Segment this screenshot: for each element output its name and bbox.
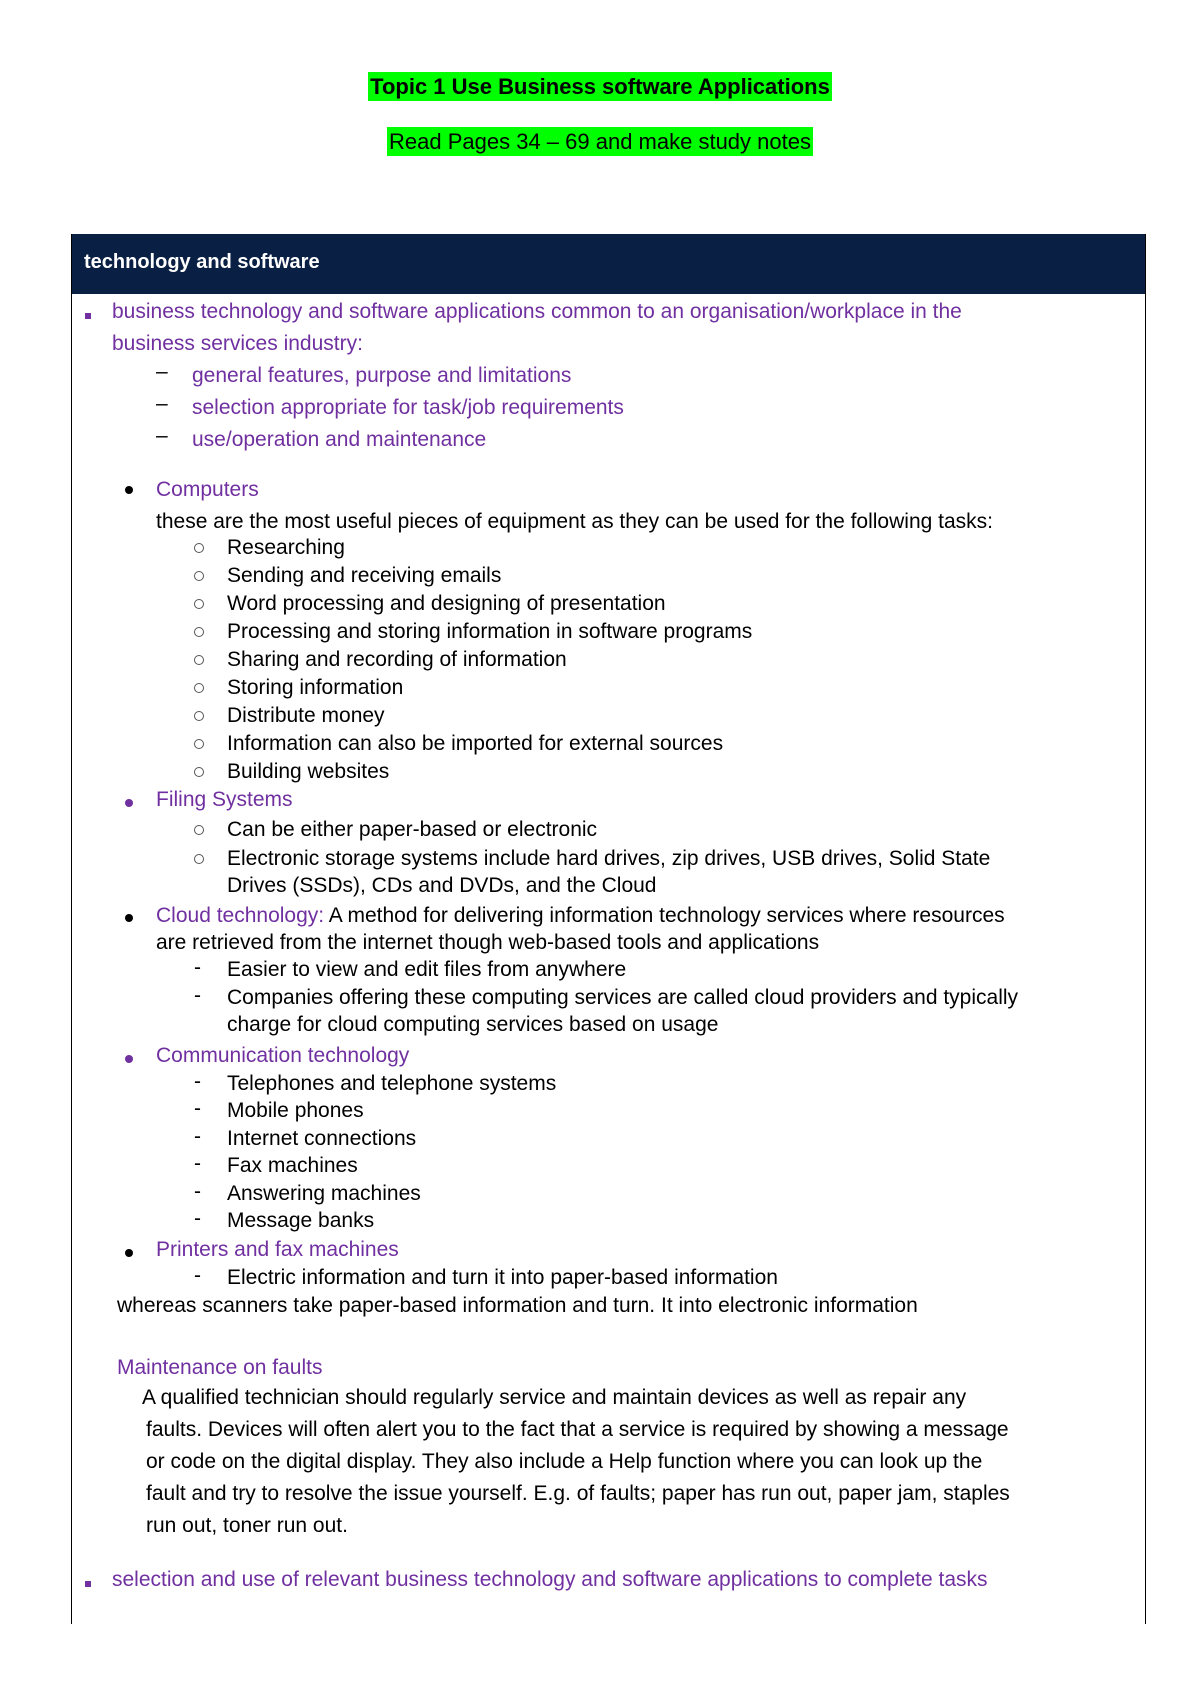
cloud-item: Companies offering these computing services are called cloud providers and typically [227,986,1019,1009]
maintenance-line: A qualified technician should regularly service and maintain devices as well as repair any [142,1386,967,1409]
circle-bullet-icon [194,571,204,581]
comm-label: Communication technology [156,1044,410,1067]
page-subtitle: Read Pages 34 – 69 and make study notes [389,129,811,154]
item1-line1: business technology and software applications common to an organisation/workplace in the [112,300,962,323]
task-item: Processing and storing information in software programs [227,620,753,643]
dash-icon: - [194,1264,201,1287]
maintenance-line: faults. Devices will often alert you to the fact that a service is required by showing a message [146,1418,1009,1441]
square-bullet-icon [85,1581,91,1587]
item1-line2: business services industry: [112,332,363,355]
maintenance-label: Maintenance on faults [117,1356,323,1379]
bullet-dot-icon [125,1055,133,1063]
computers-intro: these are the most useful pieces of equipment as they can be used for the following tasks: [156,510,993,533]
dash-icon: - [194,956,201,979]
dash-icon: – [156,424,168,447]
table-heading: technology and software [72,234,1145,294]
circle-bullet-icon [194,767,204,777]
circle-bullet-icon [194,627,204,637]
dash-icon: - [194,1152,201,1175]
bullet-dot-icon [125,1249,133,1257]
comm-item: Answering machines [227,1182,421,1205]
dash-icon: – [156,360,168,383]
task-item: Word processing and designing of presentation [227,592,666,615]
comm-item: Message banks [227,1209,375,1232]
item1-sub-2: selection appropriate for task/job requirements [192,396,624,419]
bullet-dot-icon [125,914,133,922]
dash-icon: – [156,392,168,415]
printers-item: Electric information and turn it into paper-based information [227,1266,778,1289]
task-item: Information can also be imported for external sources [227,732,724,755]
item1-sub-3: use/operation and maintenance [192,428,487,451]
comm-item: Mobile phones [227,1099,364,1122]
computers-label: Computers [156,478,259,501]
circle-bullet-icon [194,655,204,665]
filing-label: Filing Systems [156,788,293,811]
bullet-dot-icon [125,799,133,807]
dash-icon: - [194,984,201,1007]
item1-sub-1: general features, purpose and limitations [192,364,572,387]
square-bullet-icon [85,313,91,319]
circle-bullet-icon [194,854,204,864]
task-item: Sharing and recording of information [227,648,567,671]
circle-bullet-icon [194,683,204,693]
maintenance-line: or code on the digital display. They also include a Help function where you can look up the [146,1450,983,1473]
task-item: Distribute money [227,704,385,727]
maintenance-line: fault and try to resolve the issue yourself. E.g. of faults; paper has run out, paper jam, staples [146,1482,1010,1505]
circle-bullet-icon [194,599,204,609]
comm-item: Internet connections [227,1127,417,1150]
maintenance-line: run out, toner run out. [146,1514,348,1537]
item2: selection and use of relevant business technology and software applications to complete tasks [112,1568,988,1591]
dash-icon: - [194,1097,201,1120]
printers-label: Printers and fax machines [156,1238,399,1261]
filing-item: Electronic storage systems include hard drives, zip drives, USB drives, Solid State [227,847,991,870]
task-item: Sending and receiving emails [227,564,502,587]
comm-item: Telephones and telephone systems [227,1072,557,1095]
dash-icon: - [194,1125,201,1148]
circle-bullet-icon [194,739,204,749]
circle-bullet-icon [194,543,204,553]
task-item: Researching [227,536,345,559]
cloud-line1: Cloud technology: A method for delivering information technology services where resources [156,904,1005,927]
dash-icon: - [194,1070,201,1093]
content-table [71,234,1146,1624]
task-item: Building websites [227,760,390,783]
cloud-line2: are retrieved from the internet though web-based tools and applications [156,931,820,954]
bullet-dot-icon [125,486,133,494]
printers-note: whereas scanners take paper-based information and turn. It into electronic information [117,1294,918,1317]
circle-bullet-icon [194,825,204,835]
filing-item: Can be either paper-based or electronic [227,818,598,841]
dash-icon: - [194,1180,201,1203]
comm-item: Fax machines [227,1154,358,1177]
page-title: Topic 1 Use Business software Applications [370,74,830,99]
circle-bullet-icon [194,711,204,721]
task-item: Storing information [227,676,404,699]
filing-item-cont: Drives (SSDs), CDs and DVDs, and the Cloud [227,874,657,897]
cloud-item: Easier to view and edit files from anywhere [227,958,627,981]
cloud-item-cont: charge for cloud computing services based on usage [227,1013,719,1036]
dash-icon: - [194,1207,201,1230]
